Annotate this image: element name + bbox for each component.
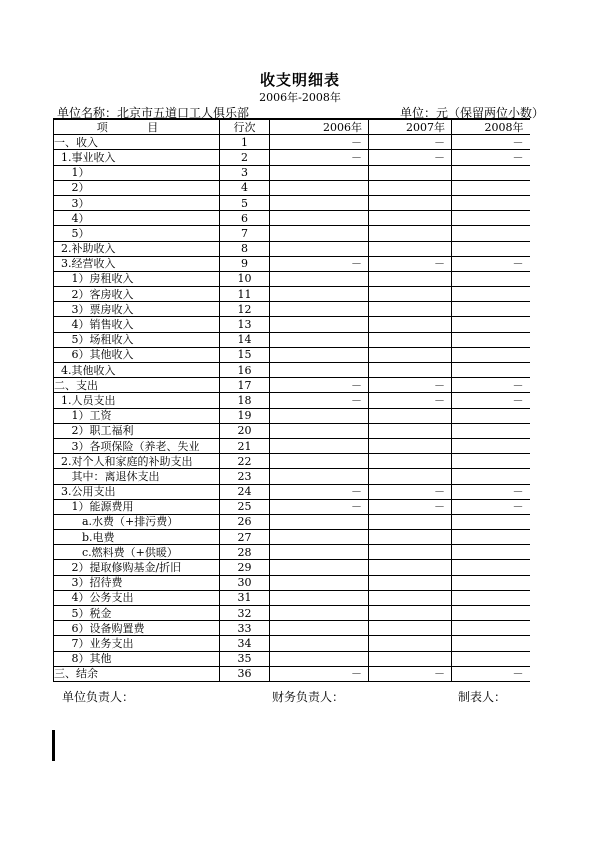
table-row — [54, 363, 530, 378]
row-value-2008[interactable] — [452, 180, 530, 195]
row-value-2007[interactable]: － — [369, 150, 452, 165]
row-value-2007[interactable] — [369, 560, 452, 575]
table-row — [54, 530, 530, 545]
row-value-2008[interactable] — [452, 651, 530, 666]
row-value-2008[interactable] — [452, 606, 530, 621]
row-item-label[interactable]: 2.对个人和家庭的补助支出 — [54, 454, 220, 469]
row-value-2007[interactable] — [369, 621, 452, 636]
row-value-2008[interactable] — [452, 590, 530, 605]
row-line-number[interactable]: 11 — [220, 287, 270, 302]
table-row — [54, 651, 530, 666]
row-line-number[interactable]: 2 — [220, 150, 270, 165]
row-line-number[interactable]: 25 — [220, 499, 270, 514]
table-row — [54, 241, 530, 256]
row-value-2008[interactable]: － — [452, 666, 530, 681]
table-row — [54, 211, 530, 226]
table-row — [54, 332, 530, 347]
row-value-2007[interactable] — [369, 530, 452, 545]
table-row — [54, 317, 530, 332]
row-value-2007[interactable] — [369, 575, 452, 590]
row-value-2007[interactable] — [369, 287, 452, 302]
preparer-signature: 制表人： — [458, 690, 507, 704]
header-item: 项 目 — [54, 119, 220, 135]
row-line-number[interactable]: 14 — [220, 332, 270, 347]
row-item-label[interactable]: 3）各项保险（养老、失业 — [54, 438, 220, 453]
row-item-label[interactable]: 6）其他收入 — [54, 347, 220, 362]
row-value-2007[interactable] — [369, 241, 452, 256]
table-row — [54, 636, 530, 651]
row-item-label[interactable]: c.燃料费（+供暖） — [54, 545, 220, 560]
row-line-number[interactable]: 29 — [220, 560, 270, 575]
table-row — [54, 393, 530, 408]
row-value-2006[interactable] — [270, 621, 369, 636]
row-item-label[interactable]: 8）其他 — [54, 651, 220, 666]
table-row — [54, 287, 530, 302]
row-value-2008[interactable]: － — [452, 484, 530, 499]
row-value-2007[interactable] — [369, 317, 452, 332]
row-line-number[interactable]: 12 — [220, 302, 270, 317]
row-item-label[interactable]: 3）招待费 — [54, 575, 220, 590]
row-value-2006[interactable]: － — [270, 150, 369, 165]
row-value-2008[interactable] — [452, 241, 530, 256]
row-line-number[interactable]: 18 — [220, 393, 270, 408]
row-value-2006[interactable] — [270, 469, 369, 484]
row-value-2006[interactable] — [270, 454, 369, 469]
row-value-2007[interactable]: － — [369, 666, 452, 681]
row-value-2006[interactable] — [270, 347, 369, 362]
table-row — [54, 226, 530, 241]
row-value-2008[interactable] — [452, 195, 530, 210]
row-item-label[interactable]: 3） — [54, 195, 220, 210]
row-value-2007[interactable]: － — [369, 393, 452, 408]
row-value-2007[interactable]: － — [369, 378, 452, 393]
row-value-2007[interactable] — [369, 423, 452, 438]
row-item-label[interactable]: 4）公务支出 — [54, 590, 220, 605]
row-value-2007[interactable] — [369, 226, 452, 241]
unit-name-label: 单位名称：北京市五道口工人俱乐部 — [57, 106, 250, 120]
row-value-2008[interactable]: － — [452, 499, 530, 514]
row-value-2006[interactable] — [270, 226, 369, 241]
row-line-number[interactable]: 34 — [220, 636, 270, 651]
row-value-2008[interactable]: － — [452, 256, 530, 271]
table-row — [54, 575, 530, 590]
row-value-2006[interactable] — [270, 438, 369, 453]
row-line-number[interactable]: 35 — [220, 651, 270, 666]
table-row — [54, 408, 530, 423]
row-item-label[interactable]: b.电费 — [54, 530, 220, 545]
row-value-2006[interactable] — [270, 408, 369, 423]
row-value-2008[interactable] — [452, 211, 530, 226]
row-item-label[interactable]: 6）设备购置费 — [54, 621, 220, 636]
row-line-number[interactable]: 27 — [220, 530, 270, 545]
row-value-2006[interactable] — [270, 317, 369, 332]
row-value-2008[interactable] — [452, 287, 530, 302]
table-row — [54, 666, 530, 681]
row-value-2008[interactable] — [452, 226, 530, 241]
row-value-2008[interactable]: － — [452, 135, 530, 150]
table-row — [54, 347, 530, 362]
row-value-2007[interactable] — [369, 347, 452, 362]
row-value-2008[interactable] — [452, 469, 530, 484]
row-value-2006[interactable] — [270, 590, 369, 605]
row-item-label[interactable]: 2）客房收入 — [54, 287, 220, 302]
row-value-2006[interactable]: － — [270, 135, 369, 150]
row-value-2007[interactable] — [369, 332, 452, 347]
row-value-2008[interactable] — [452, 271, 530, 286]
row-item-label[interactable]: 5）场租收入 — [54, 332, 220, 347]
row-value-2006[interactable] — [270, 287, 369, 302]
row-line-number[interactable]: 24 — [220, 484, 270, 499]
row-value-2007[interactable] — [369, 590, 452, 605]
row-value-2007[interactable]: － — [369, 499, 452, 514]
table-row — [54, 560, 530, 575]
row-value-2006[interactable] — [270, 195, 369, 210]
row-value-2006[interactable] — [270, 241, 369, 256]
document-period: 2006年-2008年 — [259, 91, 341, 104]
row-item-label[interactable]: 1） — [54, 165, 220, 180]
row-item-label[interactable]: 3.公用支出 — [54, 484, 220, 499]
row-value-2007[interactable] — [369, 469, 452, 484]
row-value-2006[interactable] — [270, 271, 369, 286]
row-item-label[interactable]: 5） — [54, 226, 220, 241]
row-item-label[interactable]: 4）销售收入 — [54, 317, 220, 332]
row-item-label[interactable]: 4.其他收入 — [54, 363, 220, 378]
row-value-2007[interactable] — [369, 454, 452, 469]
row-item-label[interactable]: 4） — [54, 211, 220, 226]
row-value-2006[interactable]: － — [270, 484, 369, 499]
row-line-number[interactable]: 8 — [220, 241, 270, 256]
text-cursor-marker — [52, 730, 55, 761]
row-item-label[interactable]: 2.补助收入 — [54, 241, 220, 256]
row-value-2007[interactable] — [369, 408, 452, 423]
row-item-label[interactable]: a.水费（+排污费） — [54, 514, 220, 529]
row-line-number[interactable]: 33 — [220, 621, 270, 636]
currency-unit-label: 单位：元（保留两位小数） — [400, 106, 545, 120]
row-value-2008[interactable] — [452, 347, 530, 362]
row-line-number[interactable]: 36 — [220, 666, 270, 681]
row-item-label[interactable]: 1）房租收入 — [54, 271, 220, 286]
row-item-label[interactable]: 7）业务支出 — [54, 636, 220, 651]
document-title: 收支明细表 — [259, 71, 340, 89]
row-line-number[interactable]: 6 — [220, 211, 270, 226]
row-line-number[interactable]: 7 — [220, 226, 270, 241]
row-item-label[interactable]: 3.经营收入 — [54, 256, 220, 271]
row-value-2006[interactable]: － — [270, 666, 369, 681]
row-value-2008[interactable] — [452, 454, 530, 469]
income-expense-table — [53, 118, 530, 682]
row-value-2006[interactable] — [270, 606, 369, 621]
row-value-2008[interactable]: － — [452, 393, 530, 408]
row-value-2006[interactable] — [270, 302, 369, 317]
table-row — [54, 165, 530, 180]
row-line-number[interactable]: 9 — [220, 256, 270, 271]
table-row — [54, 180, 530, 195]
row-value-2006[interactable]: － — [270, 393, 369, 408]
table-row — [54, 195, 530, 210]
row-value-2006[interactable] — [270, 211, 369, 226]
row-value-2006[interactable] — [270, 423, 369, 438]
row-item-label[interactable]: 1.事业收入 — [54, 150, 220, 165]
row-value-2008[interactable] — [452, 530, 530, 545]
row-value-2008[interactable] — [452, 165, 530, 180]
row-value-2007[interactable] — [369, 165, 452, 180]
row-line-number[interactable]: 1 — [220, 135, 270, 150]
table-row — [54, 590, 530, 605]
table-row — [54, 606, 530, 621]
table-header-row — [54, 119, 530, 135]
row-line-number[interactable]: 3 — [220, 165, 270, 180]
row-line-number[interactable]: 19 — [220, 408, 270, 423]
row-item-label[interactable]: 其中：离退休支出 — [54, 469, 220, 484]
row-line-number[interactable]: 5 — [220, 195, 270, 210]
header-year-2006: 2006年 — [270, 119, 369, 135]
row-value-2007[interactable] — [369, 211, 452, 226]
row-line-number[interactable]: 28 — [220, 545, 270, 560]
row-value-2008[interactable] — [452, 636, 530, 651]
row-value-2008[interactable] — [452, 332, 530, 347]
row-value-2008[interactable] — [452, 514, 530, 529]
row-value-2007[interactable] — [369, 180, 452, 195]
row-value-2008[interactable] — [452, 545, 530, 560]
table-row — [54, 499, 530, 514]
row-value-2006[interactable] — [270, 560, 369, 575]
header-year-2007: 2007年 — [369, 119, 452, 135]
row-value-2007[interactable] — [369, 636, 452, 651]
row-line-number[interactable]: 32 — [220, 606, 270, 621]
table-row — [54, 256, 530, 271]
row-value-2006[interactable] — [270, 636, 369, 651]
row-item-label[interactable]: 三、结余 — [54, 666, 220, 681]
row-value-2008[interactable] — [452, 575, 530, 590]
row-line-number[interactable]: 16 — [220, 363, 270, 378]
row-value-2007[interactable] — [369, 606, 452, 621]
row-item-label[interactable]: 1）能源费用 — [54, 499, 220, 514]
row-line-number[interactable]: 30 — [220, 575, 270, 590]
row-value-2007[interactable]: － — [369, 256, 452, 271]
row-value-2008[interactable]: － — [452, 378, 530, 393]
table-row — [54, 150, 530, 165]
row-value-2008[interactable] — [452, 408, 530, 423]
row-value-2008[interactable] — [452, 621, 530, 636]
row-value-2008[interactable] — [452, 302, 530, 317]
table-row — [54, 423, 530, 438]
table-row — [54, 135, 530, 150]
row-line-number[interactable]: 23 — [220, 469, 270, 484]
row-line-number[interactable]: 20 — [220, 423, 270, 438]
row-line-number[interactable]: 17 — [220, 378, 270, 393]
row-value-2006[interactable] — [270, 651, 369, 666]
table-row — [54, 454, 530, 469]
row-value-2006[interactable]: － — [270, 499, 369, 514]
row-value-2006[interactable] — [270, 165, 369, 180]
row-value-2007[interactable] — [369, 651, 452, 666]
row-item-label[interactable]: 1）工资 — [54, 408, 220, 423]
row-value-2008[interactable] — [452, 560, 530, 575]
finance-head-signature: 财务负责人： — [272, 690, 345, 704]
table-row — [54, 302, 530, 317]
row-item-label[interactable]: 1.人员支出 — [54, 393, 220, 408]
row-value-2008[interactable] — [452, 317, 530, 332]
table-row — [54, 514, 530, 529]
row-value-2008[interactable]: － — [452, 150, 530, 165]
unit-head-signature: 单位负责人： — [62, 690, 135, 704]
table-row — [54, 545, 530, 560]
row-value-2006[interactable] — [270, 575, 369, 590]
row-line-number[interactable]: 22 — [220, 454, 270, 469]
row-item-label[interactable]: 一、收入 — [54, 135, 220, 150]
row-value-2006[interactable] — [270, 180, 369, 195]
row-item-label[interactable]: 3）票房收入 — [54, 302, 220, 317]
row-line-number[interactable]: 15 — [220, 347, 270, 362]
row-value-2007[interactable]: － — [369, 135, 452, 150]
row-line-number[interactable]: 21 — [220, 438, 270, 453]
row-line-number[interactable]: 13 — [220, 317, 270, 332]
table-row — [54, 484, 530, 499]
row-value-2007[interactable] — [369, 302, 452, 317]
row-value-2006[interactable] — [270, 530, 369, 545]
row-value-2006[interactable] — [270, 363, 369, 378]
row-item-label[interactable]: 2）提取修购基金/折旧 — [54, 560, 220, 575]
table-row — [54, 378, 530, 393]
header-line-number: 行次 — [220, 119, 270, 135]
row-value-2007[interactable] — [369, 363, 452, 378]
row-value-2008[interactable] — [452, 438, 530, 453]
table-row — [54, 438, 530, 453]
row-line-number[interactable]: 10 — [220, 271, 270, 286]
row-value-2007[interactable]: － — [369, 484, 452, 499]
row-line-number[interactable]: 4 — [220, 180, 270, 195]
row-value-2007[interactable] — [369, 514, 452, 529]
row-value-2006[interactable]: － — [270, 378, 369, 393]
row-value-2006[interactable]: － — [270, 256, 369, 271]
header-year-2008: 2008年 — [452, 119, 530, 135]
row-value-2007[interactable] — [369, 195, 452, 210]
row-item-label[interactable]: 2） — [54, 180, 220, 195]
row-item-label[interactable]: 2）职工福利 — [54, 423, 220, 438]
row-line-number[interactable]: 31 — [220, 590, 270, 605]
row-line-number[interactable]: 26 — [220, 514, 270, 529]
row-value-2008[interactable] — [452, 423, 530, 438]
row-value-2007[interactable] — [369, 271, 452, 286]
row-value-2008[interactable] — [452, 363, 530, 378]
table-row — [54, 271, 530, 286]
row-value-2007[interactable] — [369, 438, 452, 453]
row-value-2006[interactable] — [270, 514, 369, 529]
table-row — [54, 621, 530, 636]
row-value-2006[interactable] — [270, 545, 369, 560]
table-row — [54, 469, 530, 484]
row-value-2007[interactable] — [369, 545, 452, 560]
row-item-label[interactable]: 二、支出 — [54, 378, 220, 393]
row-value-2006[interactable] — [270, 332, 369, 347]
row-item-label[interactable]: 5）税金 — [54, 606, 220, 621]
